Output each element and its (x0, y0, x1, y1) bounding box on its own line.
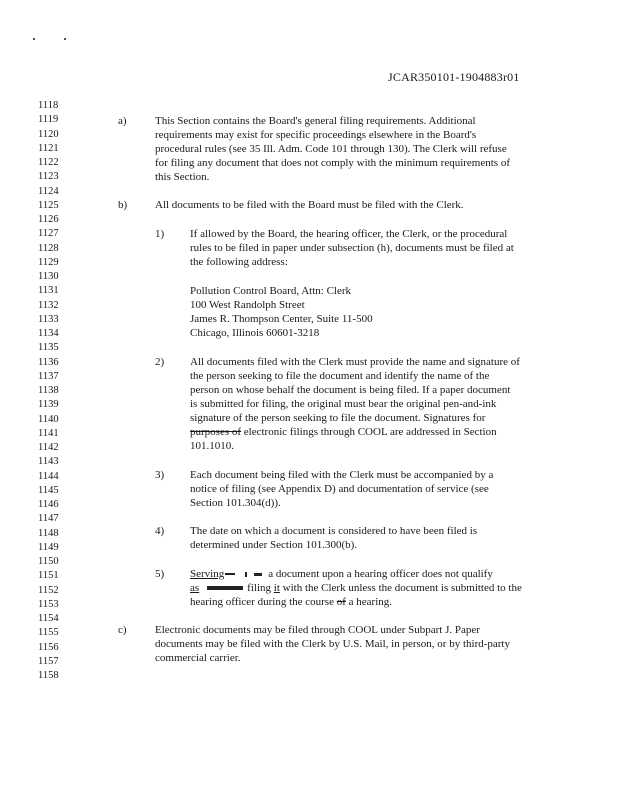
address-line: 100 West Randolph Street (190, 299, 305, 311)
item-4-label: 4) (155, 525, 165, 537)
item-1-line: rules to be filed in paper under subsection (h), documents must be filed at (190, 242, 514, 254)
section-a-label: a) (118, 115, 127, 127)
line-number: 1147 (38, 513, 59, 525)
line-number: 1148 (38, 527, 59, 539)
redaction-mark (245, 572, 247, 577)
section-c-line: commercial carrier. (155, 652, 241, 664)
section-a-line: procedural rules (see 35 Ill. Adm. Code 101 through 130). The Clerk will refuse (155, 143, 507, 155)
section-b-label: b) (118, 199, 128, 211)
section-c-line: Electronic documents may be filed through COOL under Subpart J. Paper (155, 624, 480, 636)
redaction-mark (207, 586, 243, 590)
address-line: James R. Thompson Center, Suite 11-500 (190, 313, 373, 325)
line-number: 1145 (38, 484, 59, 496)
item-5-line-rest: a document upon a hearing officer does not qualify (268, 568, 493, 580)
line-number: 1155 (38, 627, 59, 639)
item-5-as: as (190, 582, 200, 594)
line-number: 1142 (38, 442, 59, 453)
line-number: 1146 (38, 499, 59, 510)
item-2-line: is submitted for filing, the original must bear the original pen-and-ink (190, 398, 497, 410)
line-number: 1121 (38, 142, 59, 154)
section-a-line: requirements may exist for specific proceedings elsewhere in the Board's (155, 129, 477, 141)
line-number: 1127 (38, 228, 59, 240)
line-number: 1157 (38, 655, 59, 667)
item-1-line: If allowed by the Board, the hearing officer, the Clerk, or the procedural (190, 228, 508, 240)
item-5-line-rest: with the Clerk unless the document is submitted to the (279, 582, 522, 594)
line-number: 1153 (38, 598, 59, 610)
line-number: 1130 (38, 271, 59, 282)
item-4-line: The date on which a document is considered to have been filed is (190, 525, 478, 537)
line-number: 1144 (38, 470, 59, 482)
item-2-line (190, 425, 497, 439)
line-number: 1136 (38, 356, 59, 368)
redaction-mark (254, 573, 262, 576)
item-5-line-rest: a hearing. (345, 596, 393, 608)
line-number: 1124 (38, 185, 59, 197)
line-number: 1149 (38, 541, 59, 553)
line-number: 1122 (38, 157, 59, 168)
line-number: 1128 (38, 242, 59, 254)
line-number: 1140 (38, 413, 59, 425)
line-number: 1118 (38, 100, 59, 111)
section-c-label: c) (118, 624, 127, 636)
item-5-line (190, 595, 392, 609)
address-line: Pollution Control Board, Attn: Clerk (190, 285, 352, 297)
line-number: 1154 (38, 613, 59, 624)
item-3-line: notice of filing (see Appendix D) and documentation of service (see (190, 483, 489, 495)
item-2-line: All documents filed with the Clerk must provide the name and signature of (190, 356, 520, 368)
line-number: 1135 (38, 342, 59, 354)
line-number: 1151 (38, 570, 59, 582)
item-5-line (190, 567, 493, 581)
line-number: 1129 (38, 256, 59, 268)
redaction-mark (225, 573, 235, 575)
section-c-line: documents may be filed with the Clerk by U.S. Mail, in person, or by third-party (155, 638, 510, 650)
item-5-line (190, 581, 522, 595)
item-2-label: 2) (155, 356, 165, 368)
document-id-header: JCAR350101-1904883r01 (388, 70, 520, 84)
line-number: 1126 (38, 214, 59, 225)
line-number: 1156 (38, 641, 59, 653)
line-number: 1120 (38, 128, 59, 140)
section-a-line: for filing any document that does not comply with the minimum requirements of (155, 157, 510, 169)
struck-text: purposes of (190, 426, 242, 438)
item-5-line-start: hearing officer during the course (190, 596, 337, 608)
line-number: 1131 (38, 285, 59, 297)
item-3-line: Each document being filed with the Clerk must be accompanied by a (190, 469, 494, 481)
line-number: 1143 (38, 456, 59, 468)
section-a-line: This Section contains the Board's general filing requirements. Additional (155, 115, 476, 127)
item-2-line: 101.1010. (190, 440, 234, 452)
line-number: 1132 (38, 299, 59, 311)
item-4-line: determined under Section 101.300(b). (190, 539, 358, 551)
item-2-line: signature of the person seeking to file the document. Signatures for (190, 412, 486, 424)
scan-speck (33, 38, 35, 40)
line-number: 1139 (38, 399, 59, 411)
item-3-line: Section 101.304(d)). (190, 497, 281, 509)
item-2-line: person on whose behalf the document is being filed. If a paper document (190, 384, 511, 396)
line-number: 1133 (38, 313, 59, 325)
struck-text: of (336, 596, 346, 608)
item-5-filing: filing (247, 582, 274, 594)
item-2-line-rest: electronic filings through COOL are addressed in Section (241, 426, 497, 438)
item-3-label: 3) (155, 469, 165, 481)
item-5-label: 5) (155, 568, 165, 580)
item-1-label: 1) (155, 228, 165, 240)
underlined-text: it (273, 582, 280, 594)
item-2-line: the person seeking to file the document and identify the name of the (190, 370, 490, 382)
line-number: 1123 (38, 171, 59, 183)
line-number: 1134 (38, 328, 59, 339)
section-a-line: this Section. (155, 171, 210, 183)
scan-speck (64, 38, 66, 40)
address-line: Chicago, Illinois 60601-3218 (190, 327, 320, 339)
line-number: 1150 (38, 556, 59, 567)
section-b-text: All documents to be filed with the Board must be filed with the Clerk. (155, 199, 464, 211)
line-number: 1158 (38, 670, 59, 681)
line-number: 1125 (38, 199, 59, 211)
line-number: 1137 (38, 370, 59, 382)
line-number: 1152 (38, 584, 59, 596)
line-number: 1138 (38, 385, 59, 396)
underlined-text: Serving (190, 568, 225, 580)
line-number: 1141 (38, 427, 59, 439)
line-number: 1119 (38, 114, 59, 126)
item-1-line: the following address: (190, 256, 288, 268)
